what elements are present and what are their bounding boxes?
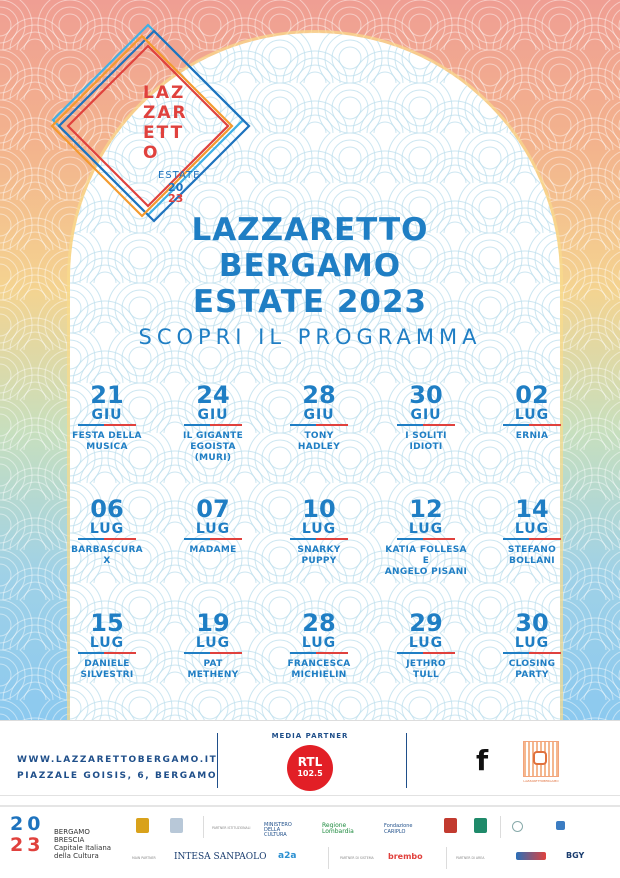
title-line: LAZZARETTO <box>191 212 429 248</box>
event-divider <box>290 538 348 540</box>
event-card <box>259 383 379 453</box>
event-act: CLOSING PARTY <box>508 659 556 680</box>
logo-estate: ESTATE <box>158 170 201 181</box>
lazzaretto-logo <box>28 20 278 235</box>
divider <box>217 733 218 788</box>
event-card <box>153 383 273 464</box>
event-act: IL GIGANTE EGOISTA (MURI) <box>182 431 244 463</box>
footer-divider <box>500 816 501 838</box>
divider <box>406 733 407 788</box>
event-card <box>366 497 486 578</box>
event-card <box>259 611 379 681</box>
brembo-logo: brembo <box>388 852 423 861</box>
event-day: 10 <box>302 495 336 523</box>
event-card <box>366 383 486 453</box>
event-act: DANIELE SILVESTRI <box>80 659 134 680</box>
website-link[interactable]: WWW.LAZZARETTOBERGAMO.IT <box>17 755 218 765</box>
logo-line: O <box>143 143 160 163</box>
event-divider <box>503 424 561 426</box>
footer-divider <box>203 816 204 838</box>
capital-year-bottom: 23 <box>10 834 45 856</box>
event-day: 28 <box>302 381 336 409</box>
event-act: SNARKY PUPPY <box>297 545 341 566</box>
info-bar <box>0 720 620 796</box>
rtl-logo-text: RTL <box>297 755 323 769</box>
event-month: LUG <box>514 521 550 537</box>
event-month: GIU <box>91 407 123 423</box>
event-divider <box>397 424 455 426</box>
event-divider <box>290 652 348 654</box>
event-card <box>47 611 167 681</box>
fondazione-comunita-icon <box>556 821 565 830</box>
event-divider <box>184 652 242 654</box>
event-day: 21 <box>90 381 124 409</box>
facebook-icon[interactable]: f <box>476 744 489 777</box>
a2a-logo: a2a <box>278 851 297 861</box>
event-month: LUG <box>408 521 444 537</box>
page-title <box>0 212 620 320</box>
event-month: LUG <box>514 635 550 651</box>
capital-line: BERGAMO <box>54 828 90 836</box>
event-month: LUG <box>195 521 231 537</box>
capital-year-top: 20 <box>10 813 45 835</box>
logo-line: LAZ <box>143 83 186 103</box>
logo-line: ZAR <box>143 103 188 123</box>
instagram-icon <box>533 751 547 765</box>
event-card <box>472 383 592 442</box>
capital-line: BRESCIA <box>54 836 85 844</box>
event-card <box>47 383 167 453</box>
event-act: I SOLITI IDIOTI <box>405 431 447 452</box>
event-month: GIU <box>410 407 442 423</box>
capital-line: Capitale Italiana <box>54 844 112 852</box>
event-act: FRANCESCA MICHIELIN <box>287 659 351 680</box>
media-partner-label: MEDIA PARTNER <box>271 732 349 740</box>
rtl-logo-frequency: 102.5 <box>297 769 323 778</box>
footer-divider <box>446 847 447 869</box>
event-act: MADAME <box>189 545 237 555</box>
capital-line: della Cultura <box>54 852 99 860</box>
event-month: LUG <box>89 521 125 537</box>
event-day: 30 <box>409 381 443 409</box>
event-day: 28 <box>302 609 336 637</box>
event-month: LUG <box>301 521 337 537</box>
event-day: 06 <box>90 495 124 523</box>
event-day: 30 <box>515 609 549 637</box>
event-act: STEFANO BOLLANI <box>507 545 557 566</box>
sponsor-footer <box>0 795 620 878</box>
event-card <box>47 497 167 567</box>
event-act: BARBASCURA X <box>71 545 143 566</box>
event-divider <box>397 652 455 654</box>
event-day: 14 <box>515 495 549 523</box>
rtl-logo <box>287 745 333 791</box>
partner-di-sistema-label: PARTNER DI SISTEMA <box>340 856 374 860</box>
event-divider <box>78 424 136 426</box>
event-month: LUG <box>408 635 444 651</box>
event-divider <box>290 424 348 426</box>
logo-year-bottom: 23 <box>168 192 184 205</box>
comune-bergamo-seal-icon <box>444 818 457 833</box>
capital-culture-text <box>54 828 111 860</box>
event-day: 29 <box>409 609 443 637</box>
event-divider <box>184 538 242 540</box>
event-act: PAT METHENY <box>187 659 239 680</box>
bgy-logo: BGY <box>566 851 585 860</box>
event-divider <box>78 538 136 540</box>
instagram-caption: LAZZARETTOBERGAMO <box>523 779 559 783</box>
event-divider <box>397 538 455 540</box>
event-card <box>472 497 592 567</box>
event-divider <box>184 424 242 426</box>
provincia-seal-icon <box>170 818 183 833</box>
logo-year <box>168 182 183 204</box>
event-month: LUG <box>89 635 125 651</box>
footer-top-rule <box>0 805 620 807</box>
event-card <box>472 611 592 681</box>
event-day: 07 <box>196 495 230 523</box>
event-act: ERNIA <box>515 431 549 441</box>
event-day: 12 <box>409 495 443 523</box>
cariplo-logo: Fondazione CARIPLO <box>384 823 413 835</box>
main-partner-label: MAIN PARTNER <box>132 856 156 860</box>
comune-seal-icon <box>136 818 149 833</box>
event-divider <box>503 538 561 540</box>
event-card <box>153 497 273 556</box>
event-month: LUG <box>514 407 550 423</box>
fondazione-icon <box>512 821 523 832</box>
contact-block <box>17 752 217 784</box>
event-day: 15 <box>90 609 124 637</box>
logo-year-top: 20 <box>168 181 184 194</box>
partner-istituzionali-label: PARTNER ISTITUZIONALI <box>212 826 251 830</box>
event-divider <box>78 652 136 654</box>
event-month: GIU <box>303 407 335 423</box>
logo-wordmark <box>143 83 203 163</box>
intesa-sanpaolo-logo: INTESA SANPAOLO <box>174 852 267 862</box>
event-month: LUG <box>195 635 231 651</box>
event-card <box>259 497 379 567</box>
event-day: 24 <box>196 381 230 409</box>
capital-culture-logo <box>10 814 44 856</box>
event-act: KATIA FOLLESA E ANGELO PISANI <box>384 545 468 577</box>
title-line: BERGAMO <box>218 248 402 284</box>
event-day: 19 <box>196 609 230 637</box>
event-act: FESTA DELLA MUSICA <box>72 431 142 452</box>
event-card <box>153 611 273 681</box>
address-text: PIAZZALE GOISIS, 6, BERGAMO <box>17 771 218 781</box>
logo-line: ETT <box>143 123 185 143</box>
ministero-logo: MINISTERO DELLA CULTURA <box>264 822 292 838</box>
camera-commercio-seal-icon <box>474 818 487 833</box>
event-act: JETHRO TULL <box>406 659 446 680</box>
event-month: GIU <box>197 407 229 423</box>
event-divider <box>503 652 561 654</box>
event-act: TONY HADLEY <box>297 431 341 452</box>
partner-di-area-label: PARTNER DI AREA <box>456 856 485 860</box>
trenord-icon <box>516 852 546 860</box>
footer-divider <box>328 847 329 869</box>
regione-lombardia-logo: Regione Lombardia <box>322 822 354 835</box>
event-card <box>366 611 486 681</box>
event-day: 02 <box>515 381 549 409</box>
title-line: ESTATE 2023 <box>192 284 428 320</box>
event-month: LUG <box>301 635 337 651</box>
subtitle: SCOPRI IL PROGRAMMA <box>138 325 482 349</box>
